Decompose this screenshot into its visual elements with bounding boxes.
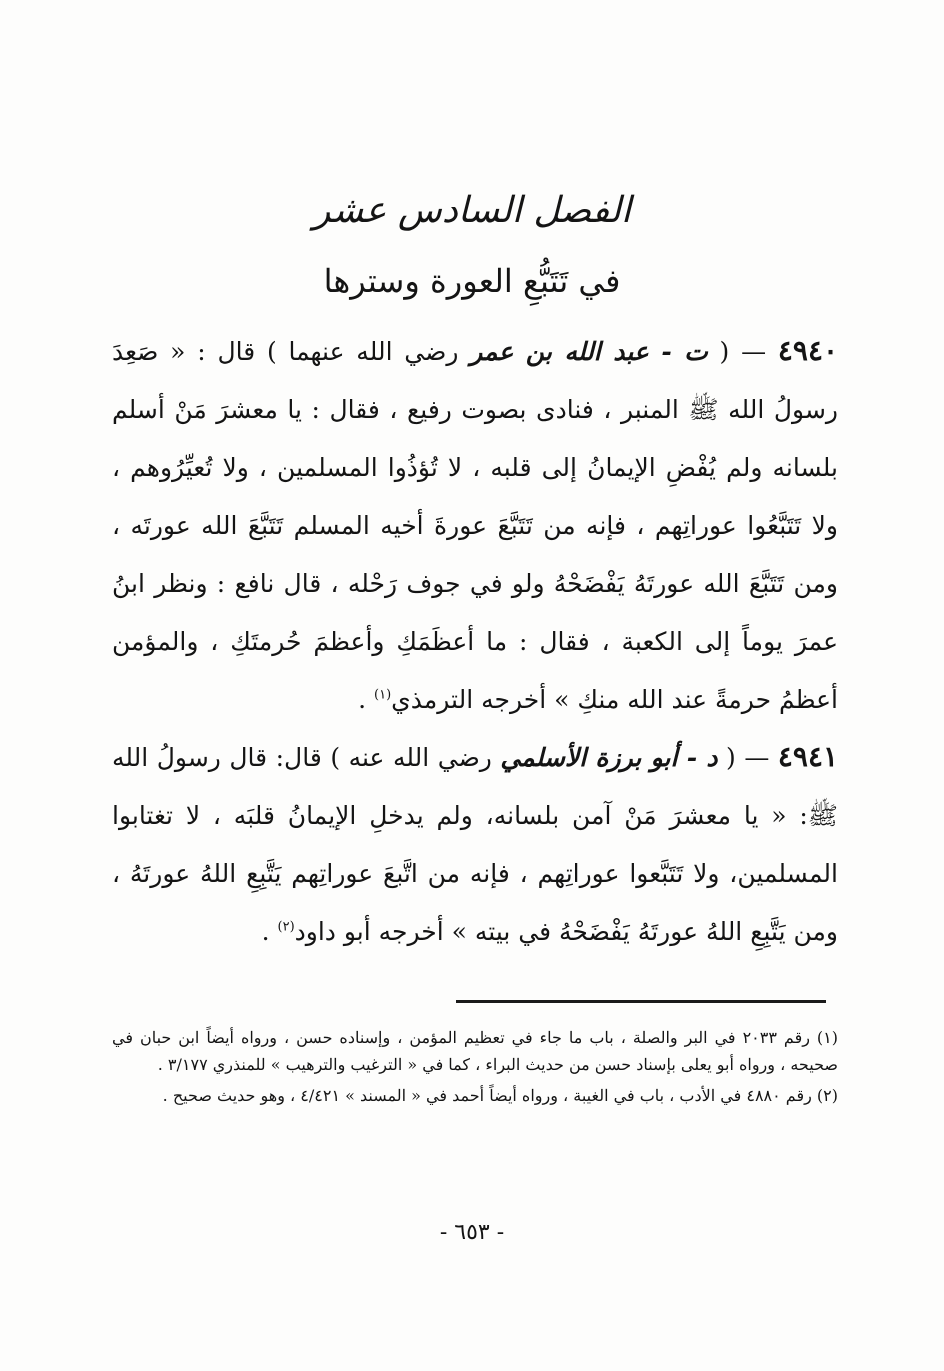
hadith-narrator: د - أبو برزة الأسلمي	[500, 743, 718, 772]
hadith-dash: — (	[719, 337, 767, 366]
footnote-divider	[456, 1000, 826, 1003]
hadith-narrator: ت - عبد الله بن عمر	[470, 337, 708, 366]
hadith-4941	[112, 728, 838, 961]
chapter-subtitle: في تَتَبُّعِ العورة وسترها	[323, 262, 621, 300]
hadith-number: ٤٩٤٠	[777, 334, 839, 367]
footnotes	[112, 1024, 838, 1113]
hadith-dash: — (	[726, 743, 770, 772]
footnote-1: (١) رقم ٢٠٣٣ في البر والصلة ، باب ما جاء في تعظيم المؤمن ، وإسناده حسن ، ورواه أيضاً ابن حبان في صحيحه ، ورواه أبو يعلى بإسناد حسن من حديث البراء ، كما في « الترغيب والترهيب » للمنذري ٣/١٧٧ .	[112, 1028, 839, 1074]
hadith-end: .	[358, 685, 367, 714]
chapter-title: الفصل السادس عشر	[312, 190, 632, 231]
footnote-ref: (٢)	[277, 919, 295, 935]
page-number: - ٦٥٣ -	[439, 1220, 505, 1245]
hadith-text: رضي الله عنه ) قال: قال رسولُ الله ﷺ: « يا معشرَ مَنْ آمن بلسانه، ولم يدخلِ الإيمانُ قلبَه ، لا تغتابوا المسلمين، ولا تَتَبَّعوا عوراتِهم ، فإنه من اتَّبعَ عوراتِهم يَتَّبِعِ اللهُ عورتَهُ ، ومن يَتَّبِعِ اللهُ عورتَهُ يَفْضَحْهُ في بيته » أخرجه أبو داود	[112, 743, 838, 946]
footnote-2: (٢) رقم ٤٨٨٠ في الأدب ، باب في الغيبة ، ورواه أيضاً أحمد في « المسند » ٤/٤٢١ ، وهو حديث صحيح .	[162, 1086, 838, 1105]
hadith-4940	[112, 322, 838, 729]
footnote-ref: (١)	[374, 687, 392, 703]
hadith-end: .	[261, 917, 270, 946]
hadith-text: رضي الله عنهما ) قال : « صَعِدَ رسولُ الله ﷺ المنبر ، فنادى بصوت رفيع ، فقال : يا معشرَ مَنْ أسلم بلسانه ولم يُفْضِ الإيمانُ إلى قلبه ، لا تُؤذُوا المسلمين ، ولا تُعيِّرُوهم ، ولا تَتَبَّعُوا عوراتِهم ، فإنه من تَتَبَّعَ عورةَ أخيه المسلم تَتَبَّعَ الله عورتَه ، ومن تَتَبَّعَ الله عورتَهُ يَفْضَحْهُ ولو في جوف رَحْله ، قال نافع : ونظر ابنُ عمرَ يوماً إلى الكعبة ، فقال : ما أعظَمَكِ وأعظمَ حُرمتَكِ ، والمؤمن أعظمُ حرمةً عند الله منكِ » أخرجه الترمذي	[112, 337, 838, 714]
hadith-number: ٤٩٤١	[777, 740, 839, 773]
